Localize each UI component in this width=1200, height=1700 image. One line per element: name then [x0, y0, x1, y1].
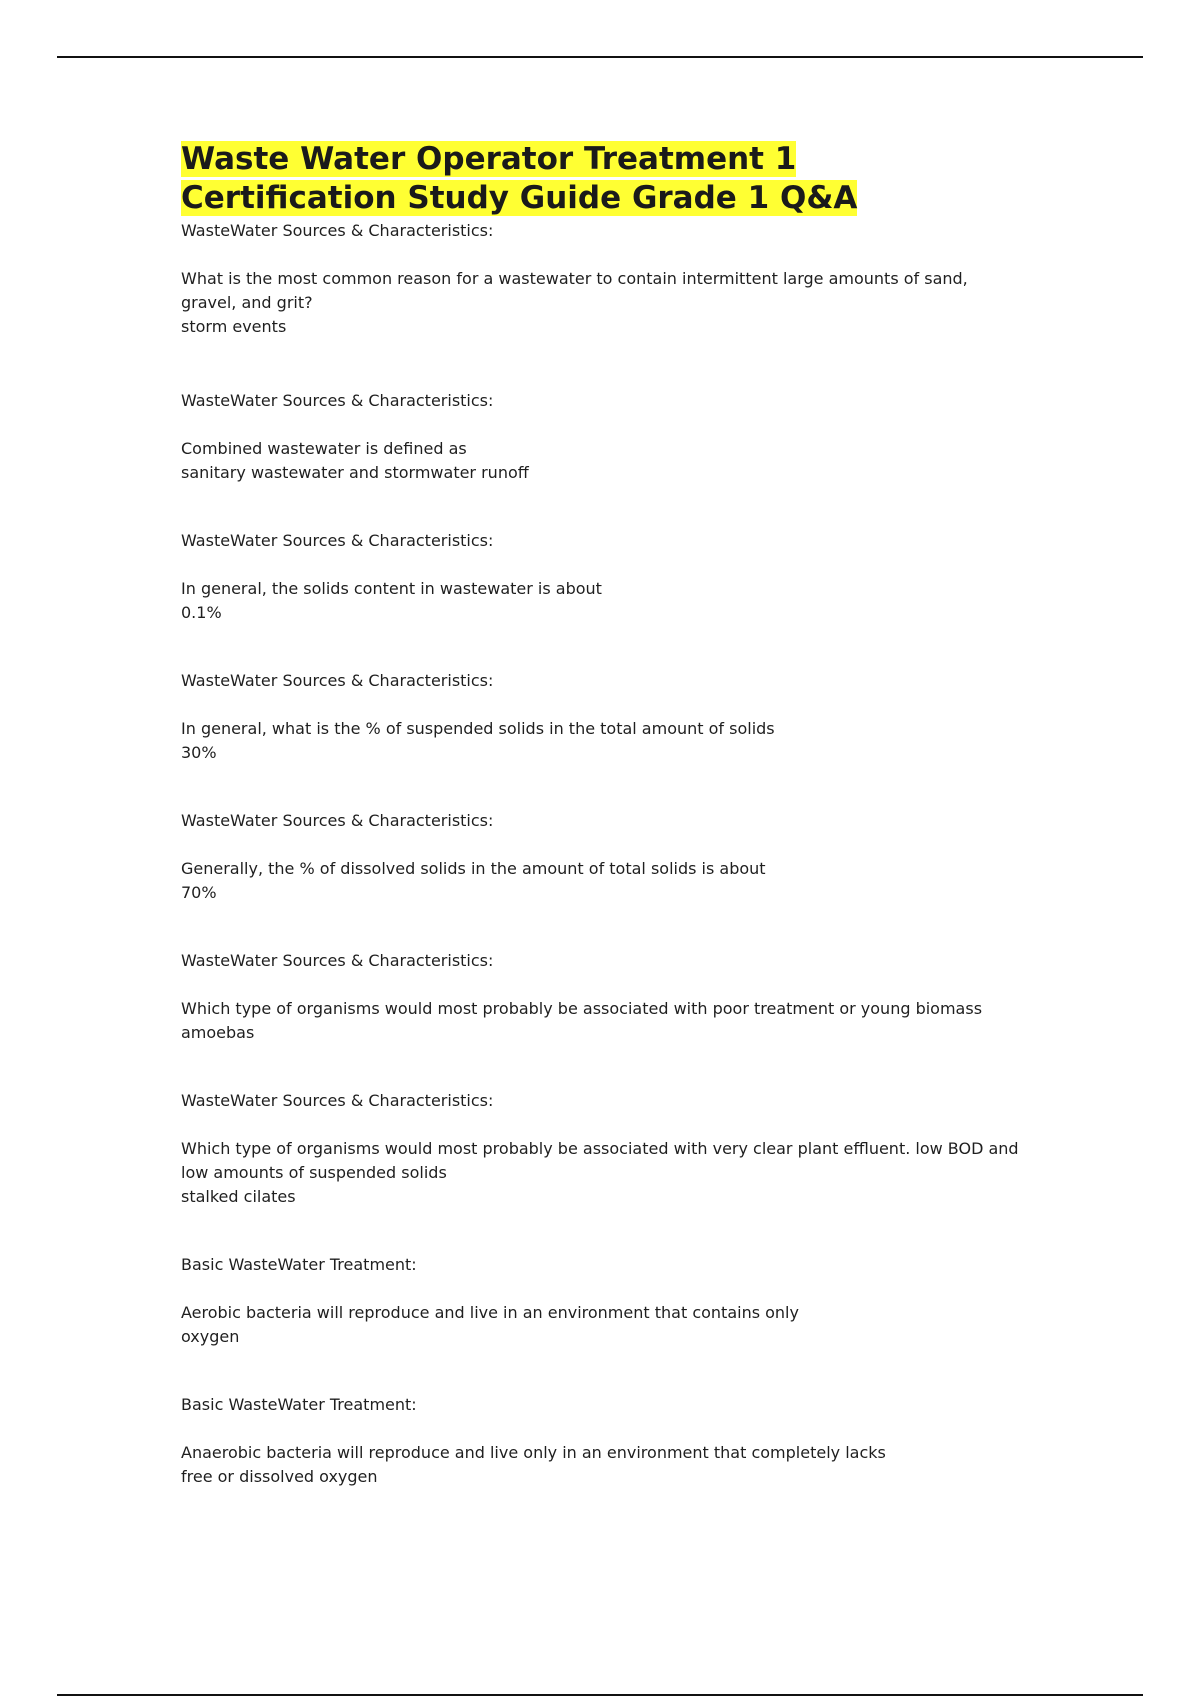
title-line-2: Certification Study Guide Grade 1 Q&A	[181, 180, 858, 216]
qa-question: Which type of organisms would most probably be associated with very clear plant effluent. low BOD and low amounts of suspended solids	[181, 1139, 1019, 1182]
qa-category: Basic WasteWater Treatment:	[181, 1255, 417, 1274]
qa-answer: storm events	[181, 317, 287, 336]
qa-answer: free or dissolved oxygen	[181, 1467, 378, 1486]
qa-question: Generally, the % of dissolved solids in the amount of total solids is about	[181, 859, 766, 878]
qa-answer: stalked cilates	[181, 1187, 296, 1206]
qa-question: Aerobic bacteria will reproduce and live in an environment that contains only	[181, 1303, 799, 1322]
qa-answer: 70%	[181, 883, 217, 902]
document-title	[181, 140, 1021, 218]
qa-item	[181, 1253, 1021, 1349]
qa-item	[181, 219, 1021, 339]
qa-question: Which type of organisms would most probably be associated with poor treatment or young biomass	[181, 999, 983, 1018]
qa-item	[181, 1393, 1021, 1489]
top-rule	[57, 56, 1143, 58]
document-body	[181, 140, 1021, 1489]
qa-answer: 0.1%	[181, 603, 222, 622]
qa-category: WasteWater Sources & Characteristics:	[181, 671, 494, 690]
title-line-1: Waste Water Operator Treatment 1	[181, 141, 797, 177]
qa-item	[181, 1089, 1021, 1209]
qa-answer: oxygen	[181, 1327, 240, 1346]
qa-category: WasteWater Sources & Characteristics:	[181, 811, 494, 830]
qa-item	[181, 669, 1021, 765]
bottom-rule	[57, 1694, 1143, 1696]
qa-item	[181, 389, 1021, 485]
qa-answer: amoebas	[181, 1023, 255, 1042]
qa-question: What is the most common reason for a wastewater to contain intermittent large amounts of sand, gravel, and grit?	[181, 269, 968, 312]
qa-category: WasteWater Sources & Characteristics:	[181, 221, 494, 240]
qa-category: Basic WasteWater Treatment:	[181, 1395, 417, 1414]
qa-answer: sanitary wastewater and stormwater runoff	[181, 463, 529, 482]
qa-item	[181, 809, 1021, 905]
qa-question: Combined wastewater is defined as	[181, 439, 467, 458]
qa-question: Anaerobic bacteria will reproduce and live only in an environment that completely lacks	[181, 1443, 886, 1462]
qa-category: WasteWater Sources & Characteristics:	[181, 951, 494, 970]
qa-question: In general, the solids content in wastewater is about	[181, 579, 602, 598]
qa-item	[181, 529, 1021, 625]
qa-question: In general, what is the % of suspended solids in the total amount of solids	[181, 719, 775, 738]
qa-category: WasteWater Sources & Characteristics:	[181, 391, 494, 410]
qa-answer: 30%	[181, 743, 217, 762]
qa-category: WasteWater Sources & Characteristics:	[181, 531, 494, 550]
qa-category: WasteWater Sources & Characteristics:	[181, 1091, 494, 1110]
qa-item	[181, 949, 1021, 1045]
